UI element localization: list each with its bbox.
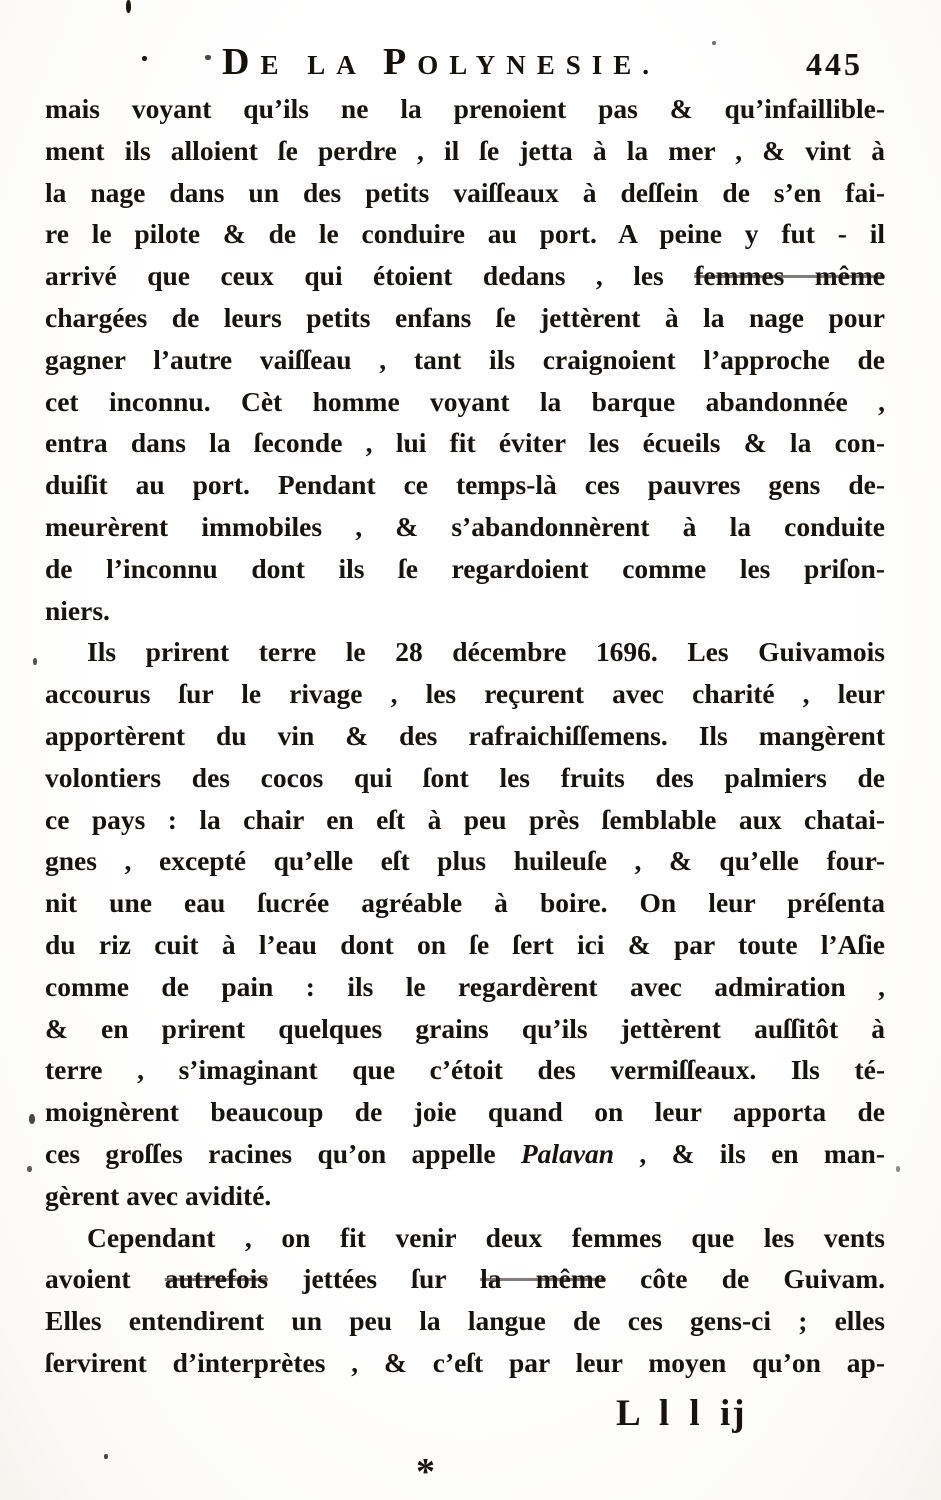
paragraph xyxy=(45,1217,885,1384)
text-segment: moignèrent beaucoup de joie quand on leur apporta de xyxy=(45,1096,885,1128)
text-segment: terre , s’imaginant que c’étoit des vermiſſeaux. Ils té- xyxy=(45,1054,885,1086)
text-segment: accourus ſur le rivage , les reçurent avec charité , leur xyxy=(45,678,885,710)
text-segment: ment ils alloient ſe perdre , il ſe jetta à la mer , & vint à xyxy=(45,134,885,166)
text-line xyxy=(45,130,885,172)
text-line xyxy=(45,506,885,548)
text-segment: ce pays : la chair en eſt à peu près ſemblable aux chatai- xyxy=(45,803,885,835)
ink-speck xyxy=(126,0,131,13)
text-line xyxy=(45,966,885,1008)
ink-speck xyxy=(29,1114,35,1124)
header-title-segment: D xyxy=(222,41,261,83)
text-segment: nit une eau ſucrée agréable à boire. On leur préſenta xyxy=(45,887,885,919)
text-segment: arrivé que ceux qui étoient dedans , les xyxy=(45,260,695,292)
text-segment: côte de Guivam. xyxy=(605,1263,885,1295)
text-line xyxy=(45,1133,885,1175)
ink-speck xyxy=(104,1454,108,1459)
text-line xyxy=(45,381,885,423)
text-line xyxy=(45,757,885,799)
text-segment: cet inconnu. Cèt homme voyant la barque abandonnée , xyxy=(45,385,885,417)
asterisk-ornament: * xyxy=(416,1451,435,1493)
text-segment: volontiers des cocos qui ſont les fruits des palmiers de xyxy=(45,761,885,793)
paragraph xyxy=(45,631,885,1216)
text-segment: & en prirent quelques grains qu’ils jettèrent auſſitôt à xyxy=(45,1012,885,1044)
text-segment: gèrent avec avidité. xyxy=(45,1179,272,1211)
text-segment: la nage dans un des petits vaiſſeaux à deſſein de s’en fai- xyxy=(45,176,885,208)
text-segment: niers. xyxy=(45,594,110,626)
text-segment: meurèrent immobiles , & s’abandonnèrent à la conduite xyxy=(45,510,885,542)
page-number: 445 xyxy=(806,46,863,82)
ink-speck xyxy=(27,1166,32,1172)
body-text xyxy=(45,88,885,1384)
text-segment: autrefois xyxy=(164,1263,269,1295)
text-line xyxy=(45,255,885,297)
paragraph xyxy=(45,88,885,631)
ink-speck xyxy=(712,41,716,45)
text-line xyxy=(45,1258,885,1300)
text-segment: mais voyant qu’ils ne la prenoient pas & qu’infaillible- xyxy=(45,93,885,124)
text-line xyxy=(45,1217,885,1259)
text-line xyxy=(45,631,885,673)
text-segment: entra dans la ſeconde , lui fit éviter les écueils & la con- xyxy=(45,427,885,459)
text-segment: apportèrent du vin & des rafraichiſſemens. Ils mangèrent xyxy=(45,719,885,751)
text-line xyxy=(45,715,885,757)
ink-speck xyxy=(142,56,147,61)
text-segment: chargées de leurs petits enfans ſe jettèrent à la nage pour xyxy=(45,301,885,333)
text-line xyxy=(45,882,885,924)
text-segment: Ils prirent terre le 28 décembre 1696. Les Guivamois xyxy=(87,636,885,668)
text-segment: femmes même xyxy=(694,260,885,292)
text-line xyxy=(45,297,885,339)
italic-word: Palavan xyxy=(520,1137,615,1169)
text-segment: duiſit au port. Pendant ce temps-là ces pauvres gens de- xyxy=(45,469,885,501)
text-line xyxy=(45,799,885,841)
text-line xyxy=(45,213,885,255)
ink-speck xyxy=(33,658,37,665)
text-line xyxy=(45,590,885,632)
text-segment: ces groſſes racines qu’on appelle xyxy=(45,1137,521,1169)
text-line xyxy=(45,88,885,130)
text-line xyxy=(45,464,885,506)
text-segment: Cependant , on fit venir deux femmes que les vents xyxy=(87,1221,885,1253)
text-segment: de l’inconnu dont ils ſe regardoient comme les priſon- xyxy=(45,552,885,584)
text-line xyxy=(45,339,885,381)
header-title-segment: OLYNESIE. xyxy=(417,50,661,80)
ink-speck xyxy=(205,55,211,60)
text-line xyxy=(45,840,885,882)
ink-speck xyxy=(896,1166,900,1172)
text-segment: Elles entendirent un peu la langue de ces gens-ci ; elles xyxy=(45,1305,885,1337)
text-line xyxy=(45,673,885,715)
page-header-title xyxy=(222,40,660,84)
text-segment: la même xyxy=(480,1263,606,1295)
text-segment: gnes , excepté qu’elle eſt plus huileuſe , & qu’elle four- xyxy=(45,845,885,877)
text-segment: avoient xyxy=(45,1263,165,1295)
text-line xyxy=(45,172,885,214)
text-line xyxy=(45,1300,885,1342)
text-segment: ſervirent d’interprètes , & c’eſt par leur moyen qu’on ap- xyxy=(45,1346,885,1378)
header-title-segment: P xyxy=(382,41,418,83)
signature-mark: L l l ij xyxy=(616,1393,747,1434)
text-segment: comme de pain : ils le regardèrent avec admiration , xyxy=(45,970,885,1002)
text-segment: du riz cuit à l’eau dont on ſe ſert ici & par toute l’Aſie xyxy=(45,928,885,960)
text-line xyxy=(45,1008,885,1050)
text-segment: jettées ſur xyxy=(268,1263,481,1295)
text-line xyxy=(45,422,885,464)
text-line xyxy=(45,1175,885,1217)
header-title-segment: E LA xyxy=(260,50,383,80)
text-line xyxy=(45,924,885,966)
text-line xyxy=(45,1342,885,1384)
text-line xyxy=(45,1091,885,1133)
text-segment: , & ils en man- xyxy=(614,1137,885,1169)
text-line xyxy=(45,1049,885,1091)
text-segment: re le pilote & de le conduire au port. A peine y fut - il xyxy=(45,218,885,250)
text-line xyxy=(45,548,885,590)
text-segment: gagner l’autre vaiſſeau , tant ils craignoient l’approche de xyxy=(45,343,885,375)
